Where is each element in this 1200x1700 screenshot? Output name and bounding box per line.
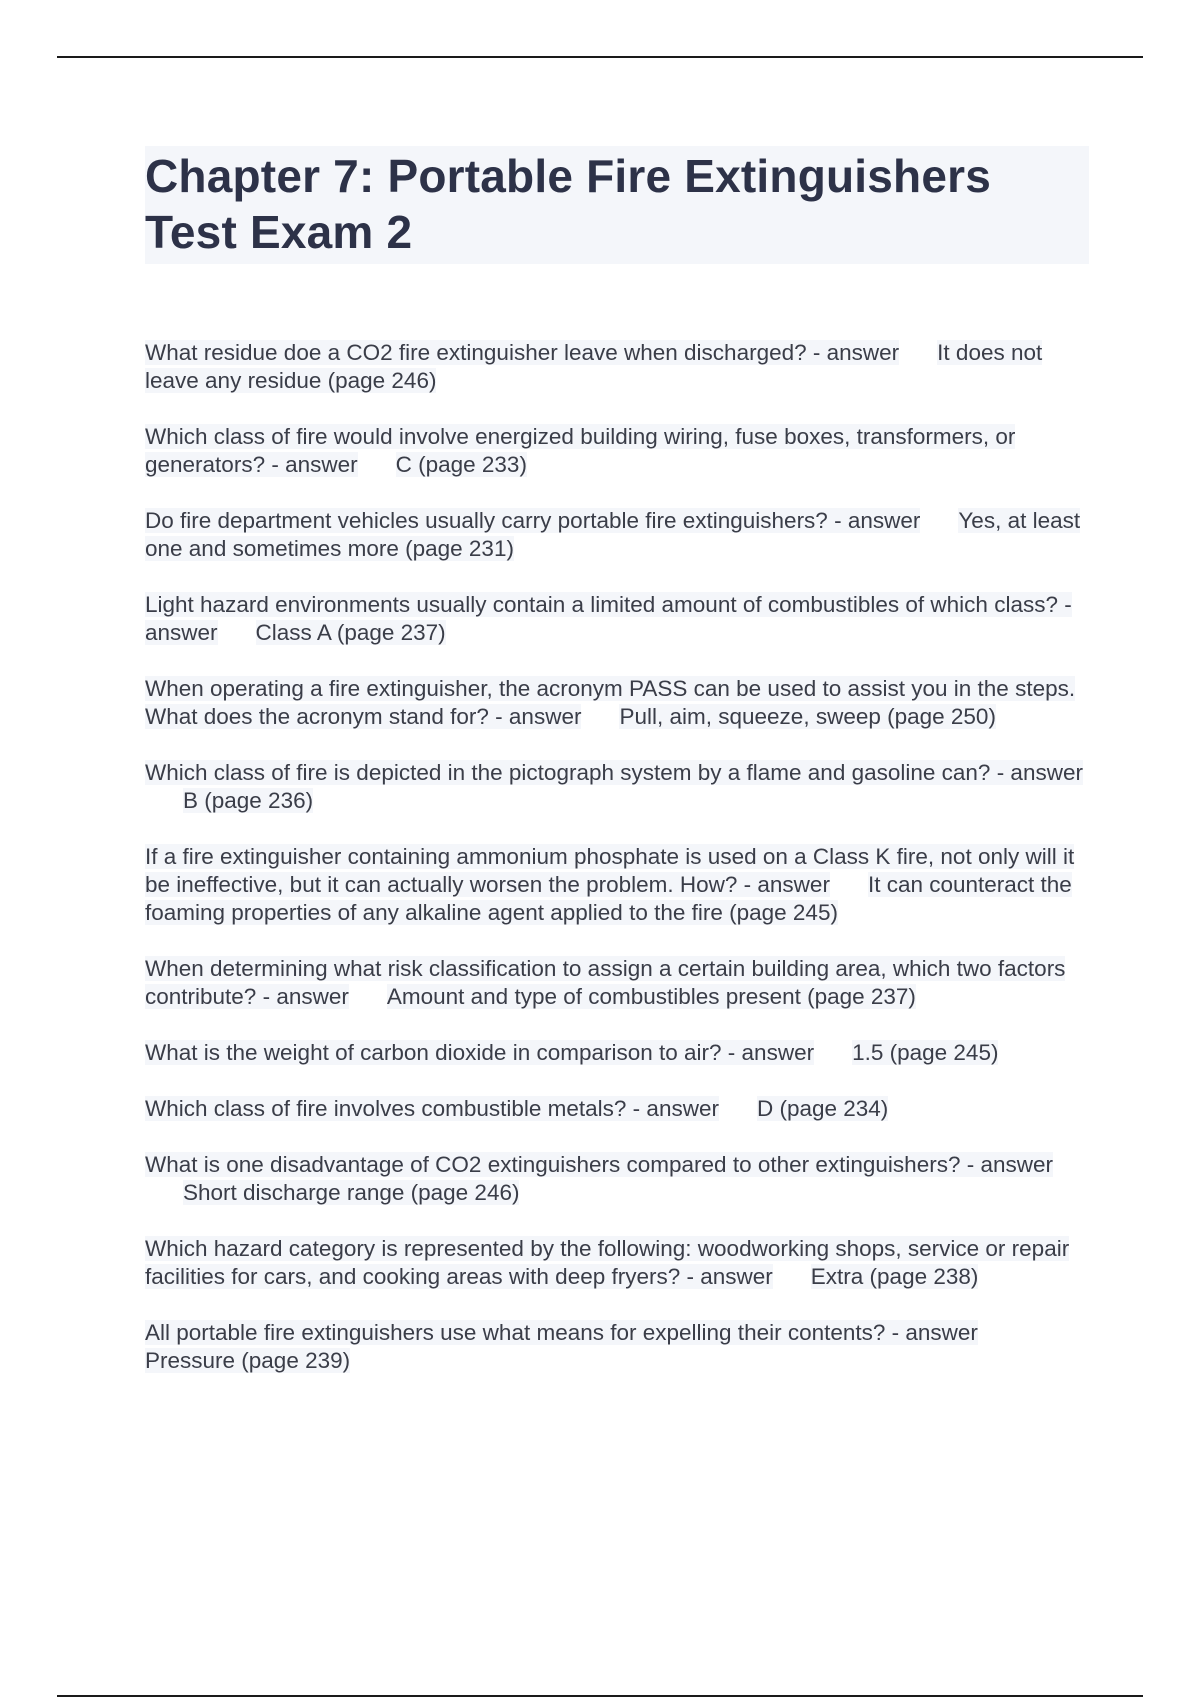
answer-text: It does not leave any residue (page 246) (145, 340, 1043, 393)
question-text: Which hazard category is represented by the following: woodworking shops, service or repair facilities for cars, and cooking areas with deep fryers? - answer (145, 1236, 1070, 1289)
answer-text: Yes, at least one and sometimes more (page 231) (145, 508, 1081, 561)
question-text: Which class of fire involves combustible metals? - answer (145, 1096, 719, 1121)
qa-item (145, 507, 1090, 563)
question-text: What is one disadvantage of CO2 extinguishers compared to other extinguishers? - answer (145, 1152, 1053, 1177)
document-title: Chapter 7: Portable Fire Extinguishers Test Exam 2 (145, 150, 992, 258)
qa-item (145, 1039, 1090, 1067)
answer-text: C (page 233) (395, 452, 527, 477)
question-text: Which class of fire would involve energized building wiring, fuse boxes, transformers, or generators? - answer (145, 424, 1016, 477)
question-text: Do fire department vehicles usually carry portable fire extinguishers? - answer (145, 508, 921, 533)
answer-text: D (page 234) (756, 1096, 889, 1121)
answer-text: It can counteract the foaming properties of any alkaline agent applied to the fire (page 245) (145, 872, 1072, 925)
answer-text: Short discharge range (page 246) (183, 1180, 520, 1205)
top-divider (57, 56, 1143, 58)
qa-item (145, 339, 1090, 395)
question-text: What residue doe a CO2 fire extinguisher leave when discharged? - answer (145, 340, 900, 365)
question-text: All portable fire extinguishers use what means for expelling their contents? - answer (145, 1320, 978, 1345)
qa-item (145, 675, 1090, 731)
qa-item (145, 1151, 1090, 1207)
answer-text: Class A (page 237) (255, 620, 446, 645)
answer-text: Pull, aim, squeeze, sweep (page 250) (619, 704, 996, 729)
qa-item (145, 423, 1090, 479)
bottom-divider (57, 1695, 1143, 1697)
qa-item (145, 759, 1090, 815)
answer-text: Pressure (page 239) (145, 1348, 351, 1373)
answer-text: 1.5 (page 245) (852, 1040, 999, 1065)
qa-item (145, 1319, 1090, 1375)
question-text: Light hazard environments usually contain a limited amount of combustibles of which class? - answer (145, 592, 1072, 645)
question-text: When operating a fire extinguisher, the acronym PASS can be used to assist you in the steps. What does the acronym stand for? - answer (145, 676, 1076, 729)
answer-text: B (page 236) (183, 788, 314, 813)
question-text: What is the weight of carbon dioxide in comparison to air? - answer (145, 1040, 815, 1065)
qa-item (145, 591, 1090, 647)
qa-item (145, 1095, 1090, 1123)
qa-list (145, 339, 1090, 1403)
qa-item (145, 955, 1090, 1011)
question-text: If a fire extinguisher containing ammonium phosphate is used on a Class K fire, not only will it be ineffective, but it can actually worsen the problem. How? - answer (145, 844, 1075, 897)
qa-item (145, 843, 1090, 927)
question-text: When determining what risk classification to assign a certain building area, which two factors contribute? - answer (145, 956, 1066, 1009)
answer-text: Extra (page 238) (810, 1264, 979, 1289)
qa-item (145, 1235, 1090, 1291)
title-block (145, 146, 1089, 264)
question-text: Which class of fire is depicted in the pictograph system by a flame and gasoline can? - answer (145, 760, 1083, 785)
answer-text: Amount and type of combustibles present (page 237) (386, 984, 916, 1009)
